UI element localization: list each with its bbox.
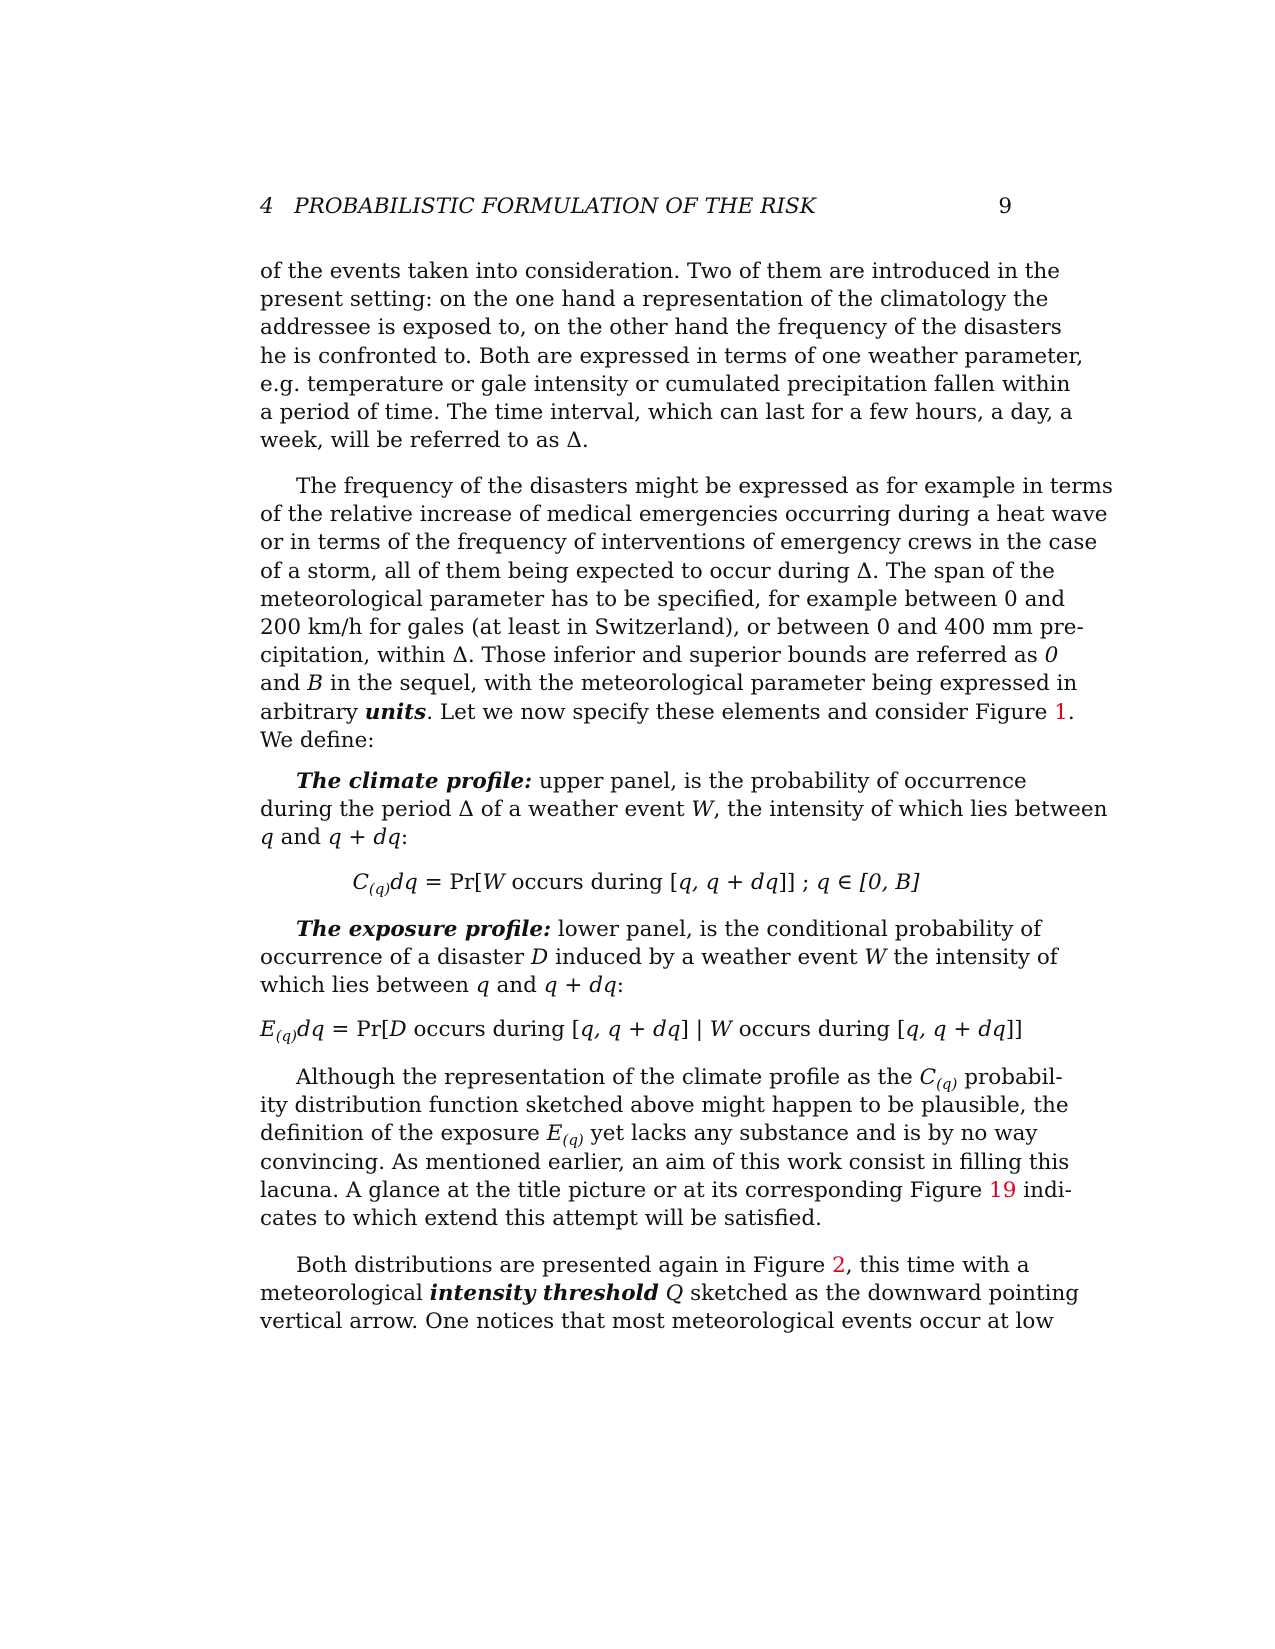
text-fragment: occurs during [ bbox=[731, 1017, 906, 1042]
text-fragment: during the period Δ of a weather event bbox=[260, 797, 685, 823]
text-fragment: meteorological bbox=[260, 1281, 423, 1307]
text-fragment: ]] ; bbox=[778, 870, 817, 895]
section-title: 4 PROBABILISTIC FORMULATION OF THE RISK bbox=[260, 194, 816, 219]
text-fragment: = Pr[ bbox=[417, 870, 483, 895]
text-line: We define: bbox=[260, 727, 375, 753]
text-line: 200 km/h for gales (at least in Switzerland), or between 0 and 400 mm pre- bbox=[260, 614, 1084, 640]
paragraph-6 bbox=[260, 1252, 1080, 1337]
text-line: a period of time. The time interval, which can last for a few hours, a day, a bbox=[260, 399, 1073, 425]
text-line: or in terms of the frequency of interventions of emergency crews in the case bbox=[260, 530, 1098, 556]
text-fragment: . bbox=[1067, 699, 1075, 725]
text-fragment: definition of the exposure bbox=[260, 1121, 540, 1147]
text-fragment: , the intensity of which lies between bbox=[713, 797, 1108, 823]
math-W: W bbox=[482, 870, 505, 895]
text-fragment: occurs during [ bbox=[406, 1017, 581, 1042]
text-line: of a storm, all of them being expected to occur during Δ. The span of the bbox=[260, 558, 1055, 584]
text-fragment: ]] bbox=[1005, 1017, 1023, 1042]
math-W: W bbox=[864, 945, 887, 971]
math-subscript: (q) bbox=[562, 1131, 584, 1150]
text-line bbox=[260, 796, 1108, 824]
text-line bbox=[260, 824, 1012, 852]
text-fragment: sketched as the downward pointing bbox=[690, 1281, 1080, 1307]
text-line: present setting: on the one hand a representation of the climatology the bbox=[260, 287, 1049, 313]
math-subscript: (q) bbox=[936, 1075, 958, 1093]
text-fragment: occurs during [ bbox=[504, 870, 679, 895]
text-line: ity distribution function sketched above might happen to be plausible, the bbox=[260, 1093, 1069, 1119]
text-line bbox=[260, 1177, 1072, 1205]
text-fragment: : bbox=[400, 825, 409, 851]
text-fragment: induced by a weather event bbox=[555, 945, 858, 971]
text-fragment: which lies between bbox=[260, 973, 470, 999]
math-interval: q, q + dq bbox=[580, 1017, 681, 1042]
text-fragment: cipitation, within Δ. Those inferior and superior bounds are referred as bbox=[260, 643, 1038, 669]
page-number: 9 bbox=[998, 194, 1012, 219]
term-intensity-threshold: intensity threshold bbox=[429, 1281, 659, 1307]
text-fragment: Both distributions are presented again in Figure bbox=[296, 1253, 826, 1278]
paragraph-5 bbox=[260, 1064, 1072, 1233]
math-q: q bbox=[475, 973, 490, 999]
math-B: B bbox=[307, 671, 324, 697]
text-fragment: ] | bbox=[680, 1017, 710, 1042]
math-expr: q + dq bbox=[327, 825, 401, 851]
equation-exposure bbox=[260, 1017, 1023, 1045]
math-expr: q + dq bbox=[543, 973, 617, 999]
text-line bbox=[260, 642, 1059, 670]
text-fragment: the intensity of bbox=[893, 945, 1058, 971]
math-Q: Q bbox=[665, 1281, 684, 1307]
equation-climate bbox=[260, 870, 1012, 898]
running-header bbox=[260, 194, 1012, 224]
text-fragment: . Let we now specify these elements and consider Figure bbox=[426, 699, 1048, 725]
text-fragment: lacuna. A glance at the title picture or at its corresponding Figure bbox=[260, 1177, 983, 1203]
term-units: units bbox=[364, 699, 427, 725]
text-fragment: Although the representation of the climate profile as the bbox=[296, 1065, 913, 1090]
term-climate-profile: The climate profile: bbox=[296, 769, 533, 794]
paragraph-climate-profile bbox=[260, 768, 1108, 853]
paragraph-exposure-profile bbox=[260, 916, 1058, 1001]
text-fragment: and bbox=[260, 671, 301, 697]
math-interval: q, q + dq bbox=[905, 1017, 1006, 1042]
text-line: week, will be referred to as Δ. bbox=[260, 428, 589, 454]
text-line: of the events taken into consideration. Two of them are introduced in the bbox=[260, 259, 1060, 284]
text-line bbox=[260, 1064, 1063, 1093]
text-fragment: probabil- bbox=[964, 1065, 1063, 1090]
math-interval: q, q + dq bbox=[678, 870, 779, 895]
text-line: e.g. temperature or gale intensity or cumulated precipitation fallen within bbox=[260, 371, 1071, 397]
text-line bbox=[260, 972, 1012, 1000]
paragraph-2 bbox=[260, 473, 1113, 755]
text-line bbox=[260, 670, 1078, 698]
math-q: q bbox=[260, 825, 274, 851]
text-fragment: = Pr[ bbox=[324, 1017, 390, 1042]
text-line bbox=[260, 1252, 1030, 1280]
math-dq: dq bbox=[297, 1017, 325, 1042]
figure-ref-19[interactable]: 19 bbox=[989, 1177, 1017, 1203]
term-exposure-profile: The exposure profile: bbox=[296, 917, 552, 942]
text-fragment: yet lacks any substance and is by no way bbox=[590, 1121, 1038, 1147]
figure-ref-2[interactable]: 2 bbox=[832, 1253, 846, 1278]
math-subscript: (q) bbox=[275, 1027, 298, 1045]
text-line bbox=[260, 916, 1042, 944]
text-line: addressee is exposed to, on the other hand the frequency of the disasters bbox=[260, 315, 1062, 341]
figure-ref-1[interactable]: 1 bbox=[1054, 699, 1068, 725]
math-D: D bbox=[389, 1017, 407, 1042]
math-subscript: (q) bbox=[368, 880, 391, 898]
text-line bbox=[260, 1120, 1038, 1150]
math-D: D bbox=[531, 945, 549, 971]
math-C: C bbox=[352, 870, 369, 895]
text-fragment: , this time with a bbox=[845, 1253, 1030, 1278]
math-W: W bbox=[709, 1017, 732, 1042]
text-fragment: arbitrary bbox=[260, 699, 358, 725]
math-dq: dq bbox=[390, 870, 418, 895]
text-fragment: occurrence of a disaster bbox=[260, 945, 525, 971]
text-fragment: indi- bbox=[1023, 1177, 1072, 1203]
math-C: C bbox=[919, 1065, 937, 1090]
text-line bbox=[260, 944, 1058, 972]
text-fragment: and bbox=[280, 825, 322, 851]
text-line: cates to which extend this attempt will be satisfied. bbox=[260, 1205, 822, 1231]
text-line bbox=[260, 699, 1075, 727]
math-E: E bbox=[546, 1121, 563, 1147]
math-zero: 0 bbox=[1044, 643, 1059, 669]
text-line bbox=[260, 768, 1027, 796]
math-E: E bbox=[260, 1017, 276, 1042]
text-line: convincing. As mentioned earlier, an aim of this work consist in filling this bbox=[260, 1149, 1070, 1175]
text-fragment: in the sequel, with the meteorological parameter being expressed in bbox=[329, 671, 1078, 697]
text-line: he is confronted to. Both are expressed in terms of one weather parameter, bbox=[260, 343, 1084, 369]
math-W: W bbox=[691, 797, 714, 823]
text-line: vertical arrow. One notices that most meteorological events occur at low bbox=[260, 1309, 1054, 1335]
text-line bbox=[260, 1280, 1080, 1308]
text-fragment: upper panel, is the probability of occurrence bbox=[538, 769, 1027, 794]
text-line: meteorological parameter has to be specified, for example between 0 and bbox=[260, 586, 1066, 612]
text-fragment: : bbox=[616, 973, 624, 999]
paragraph-1 bbox=[260, 258, 1084, 455]
text-fragment: lower panel, is the conditional probability of bbox=[557, 917, 1042, 942]
math-domain: q ∈ [0, B] bbox=[816, 870, 920, 895]
text-line: The frequency of the disasters might be expressed as for example in terms bbox=[296, 474, 1113, 499]
text-fragment: and bbox=[496, 973, 537, 999]
text-line: of the relative increase of medical emergencies occurring during a heat wave bbox=[260, 502, 1108, 528]
